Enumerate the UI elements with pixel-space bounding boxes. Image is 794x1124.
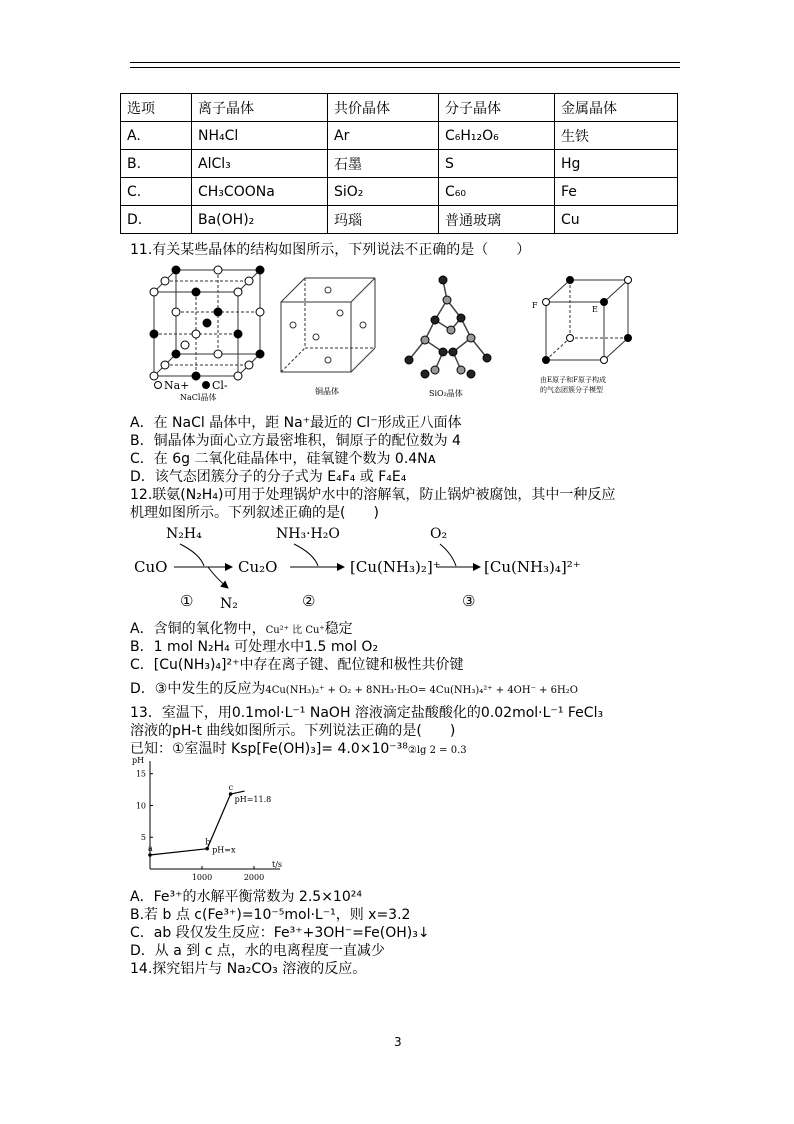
annotation-ph-x: pH=x: [212, 845, 236, 855]
table-cell: 生铁: [555, 122, 678, 150]
table-cell: SiO₂: [328, 178, 439, 206]
gas-cluster-figure: [528, 272, 648, 400]
species-cu-nh3-4: [Cu(NH₃)₄]²⁺: [484, 558, 581, 576]
cu-caption: 铜晶体: [315, 387, 339, 396]
x-tick-label: 2000: [243, 873, 265, 882]
q12-option-b: B．1 mol N₂H₄ 可处理水中1.5 mol O₂: [130, 639, 379, 655]
table-cell: 普通玻璃: [439, 206, 555, 234]
cluster-label-f: F: [532, 301, 538, 310]
reagent-o2: O₂: [430, 526, 448, 542]
q13-given-prefix: 已知：①室温时: [130, 741, 232, 757]
table-cell: B.: [121, 150, 192, 178]
table-header-cell: 离子晶体: [192, 94, 328, 122]
sio2-structure-figure: [395, 270, 505, 402]
q11-stem: 11.有关某些晶体的结构如图所示，下列说法不正确的是（ ）: [130, 242, 531, 258]
cluster-caption-2: 的气态团簇分子模型: [540, 386, 603, 394]
table-cell: CH₃COONa: [192, 178, 328, 206]
copper-fcc-figure: [275, 272, 385, 400]
reagent-n2h4: N₂H₄: [166, 526, 202, 542]
q11-option-d: D．该气态团簇分子的分子式为 E₄F₄ 或 F₄E₄: [130, 469, 407, 485]
nacl-caption: NaCl晶体: [180, 393, 217, 402]
nacl-legend-cl: Cl-: [212, 379, 228, 392]
data-point-b: [205, 847, 209, 851]
data-point-a: [148, 853, 152, 857]
q12-stem-line1: 12.联氨(N₂H₄)可用于处理锅炉水中的溶解氧，防止锅炉被腐蚀，其中一种反应: [130, 487, 616, 503]
chart-x-label: t/s: [272, 860, 283, 869]
q12-stem-line2: 机理如图所示。下列叙述正确的是( ): [130, 505, 379, 521]
q13-option-c: C．ab 段仅发生反应：Fe³⁺+3OH⁻=Fe(OH)₃↓: [130, 925, 430, 941]
ph-time-chart: [128, 755, 288, 887]
header-rule-bottom: [130, 67, 680, 68]
cluster-label-e: E: [592, 305, 598, 314]
q13-stem-line1: 13．室温下，用0.1mol·L⁻¹ NaOH 溶液滴定盐酸酸化的0.02mol·L⁻¹ FeCl₃: [130, 705, 604, 721]
q11-option-b: B．铜晶体为面心立方最密堆积，铜原子的配位数为 4: [130, 433, 461, 449]
step-3: ③: [462, 592, 476, 610]
table-row: [121, 150, 678, 178]
table-cell: D.: [121, 206, 192, 234]
q13-given-lg: ②lg 2 = 0.3: [407, 745, 467, 756]
table-cell: C₆H₁₂O₆: [439, 122, 555, 150]
reagent-nh3-h2o: NH₃·H₂O: [276, 526, 340, 542]
product-n2: N₂: [220, 596, 238, 612]
species-cuo: CuO: [134, 558, 168, 576]
q13-given-ksp: Ksp[Fe(OH)₃]= 4.0×10⁻³⁸: [231, 741, 408, 757]
header-rule-top: [130, 62, 680, 63]
q12-option-a: [130, 620, 353, 640]
q13-option-d: D．从 a 到 c 点，水的电离程度一直减少: [130, 943, 385, 959]
q11-option-c: C．在 6g 二氧化硅晶体中，硅氧键个数为 0.4Nᴀ: [130, 451, 436, 467]
table-cell: AlCl₃: [192, 150, 328, 178]
table-cell: Fe: [555, 178, 678, 206]
nacl-legend-na: Na+: [164, 379, 190, 392]
page-number: 3: [394, 1035, 402, 1049]
q12-option-d-equation: 4Cu(NH₃)₂⁺ + O₂ + 8NH₃·H₂O= 4Cu(NH₃)₄²⁺ + 4OH⁻ + 6H₂O: [265, 685, 578, 696]
point-label-b: b: [205, 837, 211, 847]
reaction-scheme: [130, 522, 590, 614]
chart-y-label: pH: [132, 756, 145, 765]
q13-stem-line2: 溶液的pH-t 曲线如图所示。下列说法正确的是( ): [130, 723, 456, 739]
q12-option-a-suffix: 稳定: [324, 621, 353, 637]
crystal-table: [120, 93, 678, 234]
q13-option-a: A．Fe³⁺的水解平衡常数为 2.5×10²⁴: [130, 889, 362, 905]
table-cell: Ar: [328, 122, 439, 150]
table-cell: C₆₀: [439, 178, 555, 206]
q14-stem: 14.探究铝片与 Na₂CO₃ 溶液的反应。: [130, 961, 367, 977]
table-cell: Cu: [555, 206, 678, 234]
y-tick-label: 10: [135, 801, 146, 811]
table-header-cell: 共价晶体: [328, 94, 439, 122]
species-cu2o: Cu₂O: [238, 558, 278, 576]
table-cell: C.: [121, 178, 192, 206]
table-header-cell: 选项: [121, 94, 192, 122]
table-header-cell: 分子晶体: [439, 94, 555, 122]
x-tick-label: 1000: [191, 873, 213, 882]
data-point-c: [229, 792, 233, 796]
y-tick-label: 5: [140, 833, 146, 843]
sio2-caption: SiO₂晶体: [429, 389, 463, 398]
table-cell: A.: [121, 122, 192, 150]
annotation-ph-11-8: pH=11.8: [234, 795, 272, 805]
table-cell: 石墨: [328, 150, 439, 178]
q11-option-a: A．在 NaCl 晶体中，距 Na⁺最近的 Cl⁻形成正八面体: [130, 415, 462, 431]
table-cell: 玛瑙: [328, 206, 439, 234]
q13-option-b: B.若 b 点 c(Fe³⁺)=10⁻⁵mol·L⁻¹，则 x=3.2: [130, 907, 411, 923]
table-header-row: [121, 94, 678, 122]
step-1: ①: [180, 592, 194, 610]
table-cell: Ba(OH)₂: [192, 206, 328, 234]
q12-option-a-prefix: A．含铜的氧化物中，: [130, 621, 266, 637]
q12-option-a-ions: Cu²⁺ 比 Cu⁺: [265, 625, 325, 636]
table-row: [121, 206, 678, 234]
y-tick-label: 15: [135, 769, 146, 779]
point-label-a: a: [148, 844, 153, 854]
species-cu-nh3-2: [Cu(NH₃)₂]⁺: [350, 558, 441, 576]
table-cell: NH₄Cl: [192, 122, 328, 150]
table-cell: Hg: [555, 150, 678, 178]
step-2: ②: [302, 592, 316, 610]
q12-option-d-prefix: D．③中发生的反应为: [130, 681, 266, 697]
nacl-lattice-figure: [140, 262, 270, 402]
point-label-c: c: [228, 783, 234, 793]
table-cell: S: [439, 150, 555, 178]
table-row: [121, 122, 678, 150]
q12-option-c: C．[Cu(NH₃)₄]²⁺中存在离子键、配位键和极性共价键: [130, 657, 464, 673]
table-row: [121, 178, 678, 206]
table-header-cell: 金属晶体: [555, 94, 678, 122]
q12-option-d: [130, 680, 578, 700]
cluster-caption-1: 由E原子和F原子构成: [540, 376, 606, 384]
